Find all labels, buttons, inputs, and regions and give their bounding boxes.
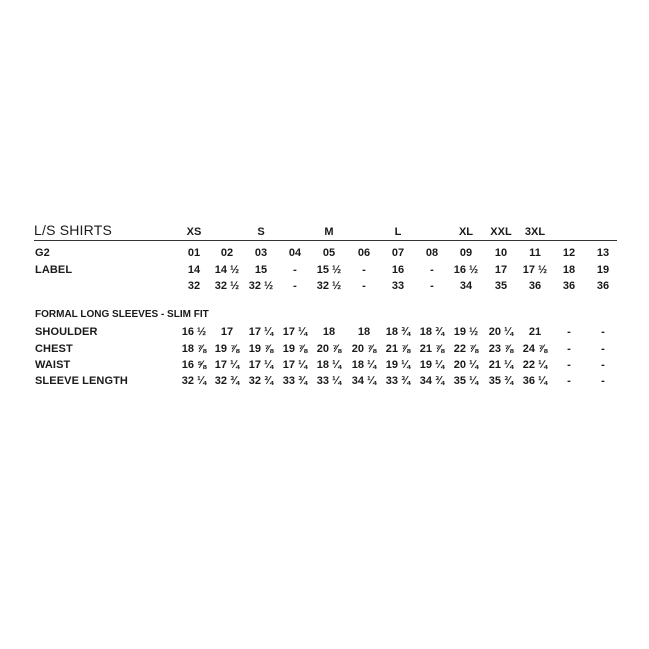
measurement-cell: 18 ¾	[385, 326, 411, 338]
label-cell: 16 ½	[453, 264, 479, 276]
measurement-cell: 33 ¼	[316, 375, 342, 387]
measurement-cell: 17 ¼	[282, 359, 308, 371]
label-cell: 36	[562, 280, 576, 292]
label-cell: -	[430, 264, 434, 276]
measurement-cell: 19 ¼	[385, 359, 411, 371]
measurement-cell: 18 ¾	[419, 326, 445, 338]
measurement-cell: 16 ½	[181, 326, 207, 338]
measurement-cell: 35 ¾	[488, 375, 514, 387]
measurement-cell: 20 ¼	[453, 359, 479, 371]
measurement-cell: 17 ¼	[214, 359, 240, 371]
measurement-cell: 21 ¼	[488, 359, 514, 371]
label-cell: 32 ½	[316, 280, 342, 292]
label-cell: 17 ½	[522, 264, 548, 276]
measurement-cell: 32 ¾	[214, 375, 240, 387]
measurement-cell: 19 ⅞	[214, 343, 240, 355]
section-title: FORMAL LONG SLEEVES - SLIM FIT	[35, 309, 209, 320]
measurement-cell: 24 ⅞	[522, 343, 548, 355]
measurement-cell: -	[567, 375, 571, 387]
g2-cell: 10	[494, 247, 508, 259]
size-label: XL	[458, 226, 474, 238]
label-cell: 32 ½	[248, 280, 274, 292]
measurement-cell: 18	[322, 326, 336, 338]
measurement-cell: 20 ⅞	[351, 343, 377, 355]
measurement-label: CHEST	[35, 343, 73, 355]
measurement-cell: 19 ⅞	[248, 343, 274, 355]
measurement-cell: 33 ¾	[282, 375, 308, 387]
label-cell: 36	[596, 280, 610, 292]
g2-cell: 04	[288, 247, 302, 259]
measurement-cell: 34 ¾	[419, 375, 445, 387]
g2-cell: 01	[187, 247, 201, 259]
measurement-cell: -	[567, 359, 571, 371]
label-cell: 34	[459, 280, 473, 292]
measurement-cell: -	[601, 343, 605, 355]
measurement-cell: -	[601, 359, 605, 371]
measurement-cell: 35 ¼	[453, 375, 479, 387]
measurement-cell: 32 ¾	[248, 375, 274, 387]
g2-cell: 08	[425, 247, 439, 259]
label-cell: 32 ½	[214, 280, 240, 292]
measurement-cell: -	[567, 326, 571, 338]
measurement-cell: 21 ⅞	[419, 343, 445, 355]
label-cell: -	[362, 280, 366, 292]
size-label: L	[394, 226, 402, 238]
measurement-cell: -	[567, 343, 571, 355]
label-cell: 15	[254, 264, 268, 276]
g2-label: G2	[35, 247, 50, 259]
measurement-cell: 22 ¼	[522, 359, 548, 371]
size-label: 3XL	[524, 226, 546, 238]
measurement-cell: 20 ⅞	[316, 343, 342, 355]
measurement-cell: 20 ¼	[488, 326, 514, 338]
measurement-cell: -	[601, 326, 605, 338]
label-cell: 14	[187, 264, 201, 276]
label-cell: 15 ½	[316, 264, 342, 276]
measurement-cell: 18 ⅞	[181, 343, 207, 355]
measurement-label: SHOULDER	[35, 326, 98, 338]
measurement-cell: 17 ¼	[248, 326, 274, 338]
measurement-cell: 18 ¼	[316, 359, 342, 371]
measurement-cell: 22 ⅞	[453, 343, 479, 355]
g2-cell: 12	[562, 247, 576, 259]
measurement-label: SLEEVE LENGTH	[35, 375, 128, 387]
label-cell: 18	[562, 264, 576, 276]
measurement-cell: 16 ⅝	[181, 359, 207, 371]
measurement-cell: 17 ¼	[248, 359, 274, 371]
size-label: M	[324, 226, 334, 238]
measurement-cell: 33 ¾	[385, 375, 411, 387]
label-cell: -	[430, 280, 434, 292]
size-label: S	[257, 226, 265, 238]
page-title: L/S SHIRTS	[34, 222, 112, 238]
measurement-cell: 21 ⅞	[385, 343, 411, 355]
label-cell: 16	[391, 264, 405, 276]
label-cell: 35	[494, 280, 508, 292]
measurement-cell: 19 ½	[453, 326, 479, 338]
label-cell: 19	[596, 264, 610, 276]
label-cell: 32	[187, 280, 201, 292]
label-label: LABEL	[35, 264, 73, 276]
label-cell: 14 ½	[214, 264, 240, 276]
measurement-cell: 21	[528, 326, 542, 338]
g2-cell: 02	[220, 247, 234, 259]
measurement-cell: 23 ⅞	[488, 343, 514, 355]
measurement-label: WAIST	[35, 359, 71, 371]
g2-cell: 11	[529, 247, 541, 259]
measurement-cell: 17 ¼	[282, 326, 308, 338]
size-label: XS	[186, 226, 202, 238]
measurement-cell: 36 ¼	[522, 375, 548, 387]
size-label: XXL	[490, 226, 512, 238]
g2-cell: 13	[596, 247, 610, 259]
header-divider	[34, 240, 617, 241]
measurement-cell: 18 ¼	[351, 359, 377, 371]
measurement-cell: 18	[357, 326, 371, 338]
measurement-cell: 19 ⅞	[282, 343, 308, 355]
label-cell: -	[293, 280, 297, 292]
measurement-cell: 19 ¼	[419, 359, 445, 371]
measurement-cell: 34 ¼	[351, 375, 377, 387]
measurement-cell: 17	[220, 326, 234, 338]
label-cell: 36	[528, 280, 542, 292]
label-cell: -	[362, 264, 366, 276]
g2-cell: 09	[459, 247, 473, 259]
measurement-cell: -	[601, 375, 605, 387]
measurement-cell: 32 ¼	[181, 375, 207, 387]
g2-cell: 07	[391, 247, 405, 259]
label-cell: 17	[494, 264, 508, 276]
g2-cell: 03	[254, 247, 268, 259]
label-cell: -	[293, 264, 297, 276]
label-cell: 33	[391, 280, 405, 292]
g2-cell: 06	[357, 247, 371, 259]
g2-cell: 05	[322, 247, 336, 259]
